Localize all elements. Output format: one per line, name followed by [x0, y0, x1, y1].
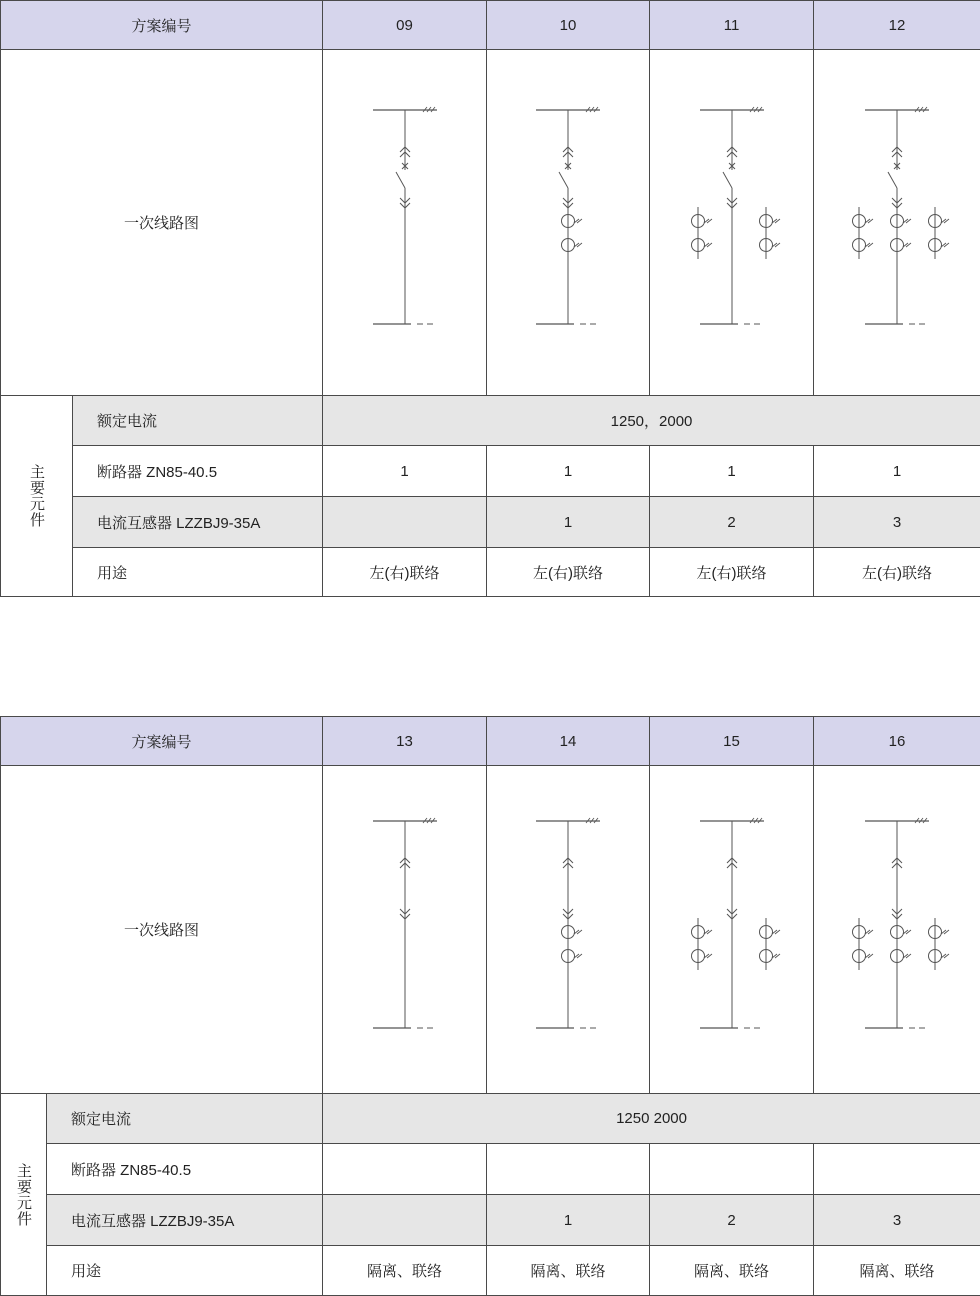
circuit-breaker-symbol: [888, 170, 899, 188]
breaker-count: [323, 1144, 487, 1195]
usage-value: 左(右)联络: [323, 548, 487, 597]
current-transformer-symbol: [691, 950, 712, 963]
circuit-breaker-symbol: [396, 170, 407, 188]
usage-row: [1, 1246, 980, 1296]
breaker-row: [1, 446, 980, 497]
ct-count: [323, 1195, 487, 1246]
single-line-diagram: [657, 50, 807, 370]
breaker-count: [650, 1144, 814, 1195]
ct-label: 电流互感器 LZZBJ9-35A: [47, 1195, 323, 1246]
header-row: [1, 717, 980, 766]
ct-label: 电流互感器 LZZBJ9-35A: [73, 497, 323, 548]
current-transformer-symbol: [759, 239, 780, 252]
usage-value: 隔离、联络: [323, 1246, 487, 1296]
breaker-count: 1: [323, 446, 487, 497]
current-transformer-symbol: [929, 950, 950, 963]
rated-current-label: 额定电流: [73, 396, 323, 446]
wiring-diagram: [323, 50, 487, 396]
usage-value: 左(右)联络: [814, 548, 980, 597]
scheme-number: 15: [650, 717, 814, 766]
usage-value: 隔离、联络: [814, 1246, 980, 1296]
current-transformer-symbol: [853, 215, 874, 228]
header-row: [1, 1, 980, 50]
current-transformer-symbol: [562, 215, 583, 228]
scheme-header-label: 方案编号: [1, 1, 323, 50]
usage-label: 用途: [73, 548, 323, 597]
diagram-row: [1, 50, 980, 396]
scheme-number: 14: [487, 717, 650, 766]
current-transformer-symbol: [853, 239, 874, 252]
current-transformer-symbol: [759, 926, 780, 939]
current-transformer-symbol: [853, 926, 874, 939]
current-transformer-symbol: [691, 215, 712, 228]
usage-row: [1, 548, 980, 597]
usage-value: 左(右)联络: [487, 548, 650, 597]
breaker-count: [487, 1144, 650, 1195]
ct-count: 1: [487, 497, 650, 548]
ct-row: [1, 497, 980, 548]
single-line-diagram: [330, 766, 480, 1066]
single-line-diagram: [822, 50, 972, 370]
usage-value: 左(右)联络: [650, 548, 814, 597]
single-line-diagram: [822, 766, 972, 1066]
current-transformer-symbol: [929, 239, 950, 252]
current-transformer-symbol: [562, 926, 583, 939]
scheme-number: 10: [487, 1, 650, 50]
current-transformer-symbol: [562, 239, 583, 252]
single-line-diagram: [493, 50, 643, 370]
rated-current-value: 1250，2000: [323, 396, 980, 446]
wiring-diagram: [323, 766, 487, 1094]
current-transformer-symbol: [562, 950, 583, 963]
current-transformer-symbol: [691, 239, 712, 252]
current-transformer-symbol: [929, 215, 950, 228]
ct-row: [1, 1195, 980, 1246]
ct-count: 1: [487, 1195, 650, 1246]
current-transformer-symbol: [691, 926, 712, 939]
breaker-label: 断路器 ZN85-40.5: [73, 446, 323, 497]
ct-count: 2: [650, 497, 814, 548]
current-transformer-symbol: [853, 950, 874, 963]
current-transformer-symbol: [929, 926, 950, 939]
rated-current-label: 额定电流: [47, 1094, 323, 1144]
diagram-row: [1, 766, 980, 1094]
main-components-label: 主要元件: [1, 1094, 47, 1296]
breaker-count: 1: [650, 446, 814, 497]
scheme-number: 13: [323, 717, 487, 766]
scheme-table-2: [0, 716, 980, 1296]
single-line-diagram: [330, 50, 480, 370]
breaker-count: [814, 1144, 980, 1195]
diagram-row-label: 一次线路图: [1, 50, 323, 396]
breaker-count: 1: [814, 446, 980, 497]
breaker-row: [1, 1144, 980, 1195]
circuit-breaker-symbol: [559, 170, 570, 188]
scheme-header-label: 方案编号: [1, 717, 323, 766]
main-components-label: 主要元件: [1, 396, 73, 597]
current-transformer-symbol: [759, 215, 780, 228]
current-transformer-symbol: [891, 215, 912, 228]
rated-current-value: 1250 2000: [323, 1094, 980, 1144]
current-transformer-symbol: [891, 926, 912, 939]
wiring-diagram: [487, 766, 650, 1094]
breaker-count: 1: [487, 446, 650, 497]
current-transformer-symbol: [891, 239, 912, 252]
scheme-number: 11: [650, 1, 814, 50]
rated-current-row: [1, 1094, 980, 1144]
scheme-number: 09: [323, 1, 487, 50]
wiring-diagram: [814, 50, 980, 396]
ct-count: 3: [814, 497, 980, 548]
rated-current-row: [1, 396, 980, 446]
usage-value: 隔离、联络: [650, 1246, 814, 1296]
usage-value: 隔离、联络: [487, 1246, 650, 1296]
breaker-label: 断路器 ZN85-40.5: [47, 1144, 323, 1195]
usage-label: 用途: [47, 1246, 323, 1296]
scheme-number: 12: [814, 1, 980, 50]
wiring-diagram: [650, 766, 814, 1094]
circuit-breaker-symbol: [723, 170, 734, 188]
current-transformer-symbol: [891, 950, 912, 963]
single-line-diagram: [657, 766, 807, 1066]
current-transformer-symbol: [759, 950, 780, 963]
scheme-number: 16: [814, 717, 980, 766]
ct-count: 3: [814, 1195, 980, 1246]
diagram-row-label: 一次线路图: [1, 766, 323, 1094]
wiring-diagram: [487, 50, 650, 396]
ct-count: [323, 497, 487, 548]
wiring-diagram: [650, 50, 814, 396]
wiring-diagram: [814, 766, 980, 1094]
scheme-table-1: [0, 0, 980, 597]
ct-count: 2: [650, 1195, 814, 1246]
single-line-diagram: [493, 766, 643, 1066]
